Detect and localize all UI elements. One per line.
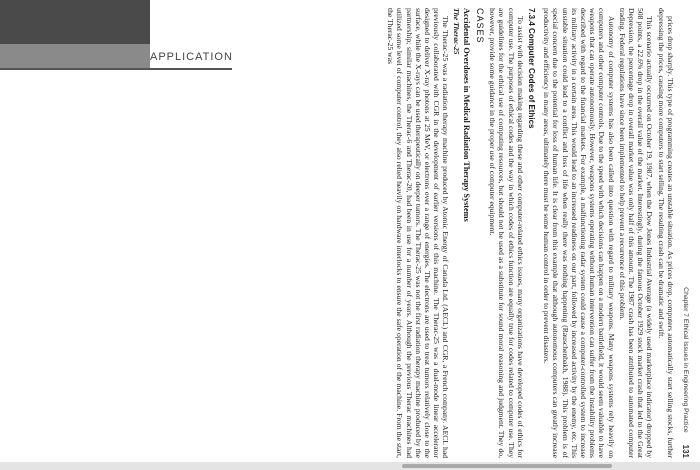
rotated-text-block: [180, 8, 690, 458]
paragraph: prices drop sharply. This type of programming creates an unstable situation. As prices drop, computers automatically start selling stocks, further depressing the prices, causing more computers to start selling. The resulting crash can be dramatic and swift.: [656, 8, 675, 458]
paragraph: Autonomy of computer systems has also been called into question with regard to military weapons. Many weapons systems rely heavily on computers and other computer controls. Due to the speed with which decisions can happen on a modern battlefield, it would seem valuable to have weapons that can operate autonomously. However, weapons systems operating without human intervention can suffer from the instability problems described with regard to the financial markets. For example, a malfunctioning radar system could cause a computer-controlled system to increase its military activity in a certain area. This would lead to an increased readiness on our part, followed by increased activity by the enemy, etc. This unstable situation could lead to a conflict and loss of life when really there was nothing happening (Rauschenbakh, 1988). This problem is of special concern due to the potential for loss of human life. It is clear from this example that although autonomous computers can greatly increase productivity and efficiency in many areas, ultimately there must be some human control in order to prevent disasters.: [542, 8, 616, 458]
page-number: 131: [681, 444, 690, 458]
scrollbar-thumb[interactable]: [402, 464, 612, 468]
paragraph: This scenario actually occurred on October 19, 1987, when the Dow Jones Industrial Average (a widely used marketplace indicator) dropped by 508 points, a 22.6% drop in the overall value of the market. Interestingly, during the famous October 1929 stock market crash that led to the Great Depression, the percentage drop in overall market value was only half of this amount. The 1987 crash has been attributed to automated computer trading. Federal regulations have since been implemented to help prevent a recurrence of this problem.: [617, 8, 655, 458]
paragraph: The Therac-25 was a radiation therapy machine produced by Atomic Energy of Canada Ltd. (AECL) and CGR, a French company. AECL had previously collaborated with CGR in the development of earlier versions of this machine. The Therac-25 was a dual-mode linear accelerator designed to deliver X-ray photons at 25 MeV, or electrons over a range of energies. The electrons are used to treat tumors relatively close to the surface, while the X-rays can be used therapeutically on deeper tumors. The Therac-25 was not the first radiation therapy machine produced by the partnership; similar machines, the Therac-6 and Therac-20, had been in use for a number of years. Although the previous Therac machines had utilized some level of computer control, they also relied heavily on hardware interlocks to ensure the safe operation of the machine. From the start, the Therac-25 was: [386, 8, 451, 458]
cases-title: CASES: [474, 8, 485, 44]
banner-light-band: [0, 44, 150, 68]
chapter-title: Chapter 7 Ethical Issues in Engineering Practice: [682, 287, 689, 433]
application-banner: [0, 0, 150, 470]
section-heading: 7.3.4 Computer Codes of Ethics: [526, 8, 536, 129]
case-sub-subheading: The Therac-25: [451, 8, 461, 55]
case-subheading: Accidental Overdoses in Medical Radiation Therapy Systems: [461, 8, 471, 222]
banner-label: APPLICATION: [150, 51, 233, 63]
running-header: [681, 8, 690, 458]
banner-dark-band: [0, 0, 150, 44]
paragraph: To assist with decision making regarding these and other computer-related ethics issues, many organizations have developed codes of ethics for computer use. The purposes of ethical codes and the way in which codes of ethics function are equally true for codes related to computer use. They are guidelines for the ethical use of computing resources, but should not be used as a substitute for sound moral reasoning and judgment. They do, however, provide some guidance in the proper use of computer equipment.: [488, 8, 525, 458]
horizontal-scrollbar[interactable]: [0, 462, 700, 470]
